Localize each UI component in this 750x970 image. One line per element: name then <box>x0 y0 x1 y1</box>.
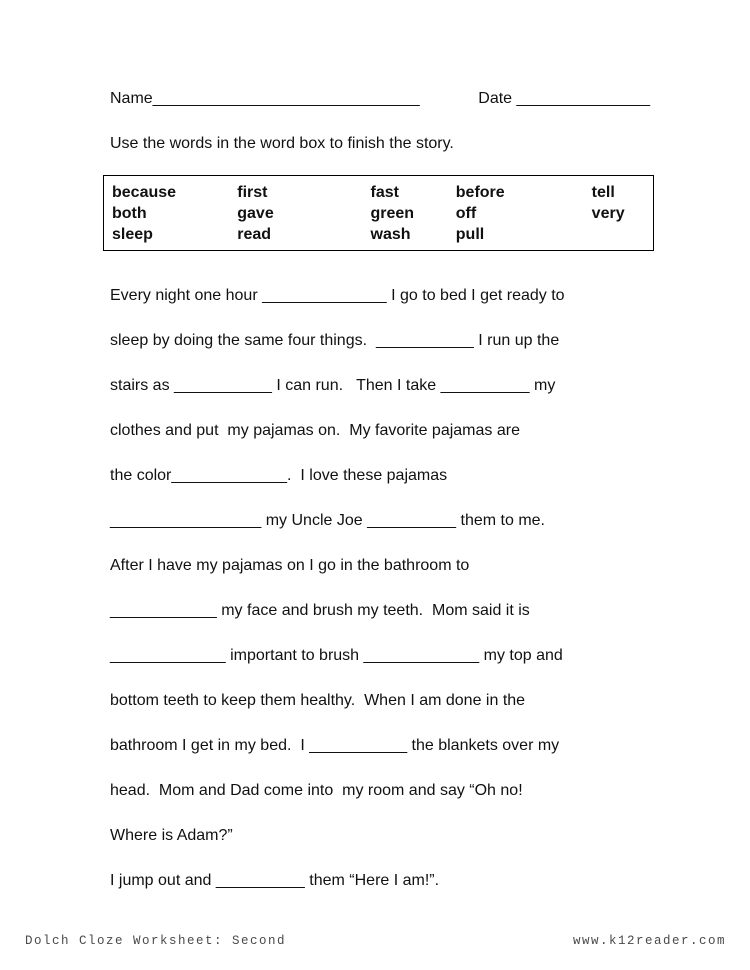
story-line: clothes and put my pajamas on. My favorite pajamas are <box>110 422 520 439</box>
story-line: sleep by doing the same four things. ___________ I run up the <box>110 332 560 349</box>
story-line: _________________ my Uncle Joe __________ them to me. <box>110 512 545 529</box>
header-row <box>110 90 650 108</box>
word-box-word: very <box>591 205 625 222</box>
story-line: Where is Adam?” <box>110 827 233 844</box>
word-box-word: first <box>237 184 268 201</box>
word-box-word: because <box>112 184 177 201</box>
name-field-line: Name______________________________ <box>110 90 420 107</box>
story-body <box>110 287 650 890</box>
story-line: After I have my pajamas on I go in the bathroom to <box>110 557 470 574</box>
date-field-line: Date _______________ <box>478 90 650 107</box>
story-line: the color_____________. I love these pajamas <box>110 467 448 484</box>
story-line: I jump out and __________ them “Here I am!”. <box>110 872 440 889</box>
word-box-word: off <box>455 205 477 222</box>
word-box-word: wash <box>370 226 411 243</box>
story-line: Every night one hour ______________ I go to bed I get ready to <box>110 287 565 304</box>
story-line: bottom teeth to keep them healthy. When I am done in the <box>110 692 526 709</box>
word-box-word: gave <box>237 205 274 222</box>
word-box-word: green <box>370 205 415 222</box>
footer-site-url: www.k12reader.com <box>572 934 726 948</box>
word-box-word: sleep <box>112 226 153 243</box>
story-line: stairs as ___________ I can run. Then I take __________ my <box>110 377 556 394</box>
word-box-word: both <box>112 205 147 222</box>
story-line: _____________ important to brush _____________ my top and <box>110 647 563 664</box>
word-box-word: before <box>455 184 505 201</box>
word-box-word: pull <box>455 226 485 243</box>
word-box <box>103 175 654 251</box>
word-box-word: read <box>237 226 272 243</box>
word-box-word <box>592 224 645 245</box>
word-box-word: tell <box>591 184 615 201</box>
story-line: ____________ my face and brush my teeth. Mom said it is <box>110 602 530 619</box>
story-line: head. Mom and Dad come into my room and say “Oh no! <box>110 782 523 799</box>
footer <box>25 934 726 948</box>
word-box-word: fast <box>370 184 399 201</box>
worksheet-page <box>110 90 650 917</box>
instructions-text: Use the words in the word box to finish the story. <box>110 135 454 152</box>
footer-worksheet-title: Dolch Cloze Worksheet: Second <box>25 934 287 948</box>
story-line: bathroom I get in my bed. I ___________ the blankets over my <box>110 737 560 754</box>
